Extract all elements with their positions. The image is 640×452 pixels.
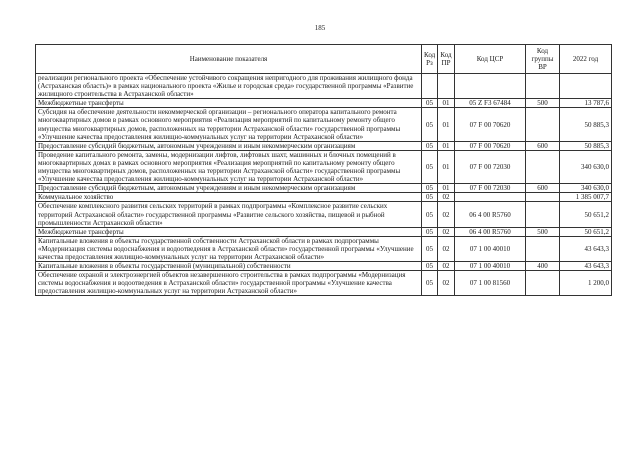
cell-csr: 07 F 00 72030 bbox=[455, 150, 526, 183]
cell-rz bbox=[422, 74, 438, 99]
cell-name: Обеспечение охраной и электроэнергией объектов незавершенного строительства в рамках подпрограммы «Модернизация системы водоснабжения и водоотведения в Астраханской области» государственной программы «Улучшение качества предоставления жилищно-коммунальных услуг на территории Астраханской области» bbox=[36, 271, 422, 296]
cell-sum: 43 643,3 bbox=[560, 236, 612, 261]
cell-name: реализации регионального проекта «Обеспечение устойчивого сокращения непригодного для проживания жилищного фонда (Астраханская область)» в рамках национального проекта «Жилье и городская среда» государственной программы «Развитие жилищного строительства в Астраханской области» bbox=[36, 74, 422, 99]
cell-pr: 02 bbox=[438, 193, 455, 202]
header-name: Наименование показателя bbox=[36, 45, 422, 74]
cell-rz: 05 bbox=[422, 141, 438, 150]
cell-csr: 06 4 00 R5760 bbox=[455, 227, 526, 236]
cell-sum: 50 885,3 bbox=[560, 141, 612, 150]
cell-vr: 400 bbox=[526, 262, 560, 271]
cell-rz: 05 bbox=[422, 108, 438, 141]
cell-csr bbox=[455, 193, 526, 202]
cell-pr: 01 bbox=[438, 141, 455, 150]
cell-vr bbox=[526, 193, 560, 202]
cell-rz: 05 bbox=[422, 99, 438, 108]
cell-csr bbox=[455, 74, 526, 99]
table-row bbox=[36, 184, 612, 193]
cell-rz: 05 bbox=[422, 236, 438, 261]
page-number: 185 bbox=[314, 24, 326, 32]
header-vr: Код группы ВР bbox=[526, 45, 560, 74]
table-row bbox=[36, 236, 612, 261]
table-row bbox=[36, 227, 612, 236]
cell-vr bbox=[526, 236, 560, 261]
cell-csr: 07 F 00 70620 bbox=[455, 141, 526, 150]
cell-pr: 02 bbox=[438, 262, 455, 271]
cell-pr: 02 bbox=[438, 202, 455, 227]
cell-rz: 05 bbox=[422, 193, 438, 202]
cell-name: Предоставление субсидий бюджетным, автономным учреждениям и иным некоммерческим организациям bbox=[36, 184, 422, 193]
cell-name: Межбюджетные трансферты bbox=[36, 227, 422, 236]
cell-pr: 02 bbox=[438, 227, 455, 236]
cell-csr: 07 1 00 40010 bbox=[455, 262, 526, 271]
cell-rz: 05 bbox=[422, 184, 438, 193]
cell-vr bbox=[526, 108, 560, 141]
cell-csr: 06 4 00 R5760 bbox=[455, 202, 526, 227]
header-sum: 2022 год bbox=[560, 45, 612, 74]
budget-table bbox=[35, 44, 612, 296]
cell-sum: 50 885,3 bbox=[560, 108, 612, 141]
cell-csr: 05 Z F3 67484 bbox=[455, 99, 526, 108]
cell-pr: 02 bbox=[438, 271, 455, 296]
cell-pr: 01 bbox=[438, 150, 455, 183]
cell-rz: 05 bbox=[422, 227, 438, 236]
cell-pr: 01 bbox=[438, 184, 455, 193]
cell-name: Межбюджетные трансферты bbox=[36, 99, 422, 108]
cell-sum bbox=[560, 74, 612, 99]
cell-name: Капитальные вложения в объекты государственной (муниципальной) собственности bbox=[36, 262, 422, 271]
header-pr: Код ПР bbox=[438, 45, 455, 74]
table-row bbox=[36, 262, 612, 271]
cell-vr: 600 bbox=[526, 141, 560, 150]
cell-pr bbox=[438, 74, 455, 99]
cell-vr: 500 bbox=[526, 227, 560, 236]
cell-csr: 07 1 00 40010 bbox=[455, 236, 526, 261]
cell-name: Коммунальное хозяйство bbox=[36, 193, 422, 202]
table-row bbox=[36, 99, 612, 108]
header-rz: Код Рз bbox=[422, 45, 438, 74]
cell-vr: 600 bbox=[526, 184, 560, 193]
cell-name: Обеспечение комплексного развития сельских территорий в рамках подпрограммы «Комплексное развитие сельских территорий Астраханской области» государственной программы «Развитие сельского хозяйства, пищевой и рыбной промышленности Астраханской области» bbox=[36, 202, 422, 227]
cell-sum: 43 643,3 bbox=[560, 262, 612, 271]
cell-sum: 340 630,0 bbox=[560, 184, 612, 193]
cell-name: Проведение капитального ремонта, замены, модернизации лифтов, лифтовых шахт, машинных и блочных помещений в многоквартирных домах в рамках основного мероприятия «Реализация мероприятий по капитальному ремонту общего имущества многоквартирных домов, расположенных на территории Астраханской области» государственной программы «Улучшение качества предоставления жилищно-коммунальных услуг на территории Астраханской области» bbox=[36, 150, 422, 183]
table-row bbox=[36, 74, 612, 99]
table-header-row bbox=[36, 45, 612, 74]
cell-csr: 07 F 00 70620 bbox=[455, 108, 526, 141]
cell-pr: 01 bbox=[438, 108, 455, 141]
cell-name: Капитальные вложения в объекты государственной собственности Астраханской области в рамках подпрограммы «Модернизация системы водоснабжения и водоотведения в Астраханской области» государственной программы «Улучшение качества предоставления жилищно-коммунальных услуг на территории Астраханской области» bbox=[36, 236, 422, 261]
cell-sum: 340 630,0 bbox=[560, 150, 612, 183]
table-row bbox=[36, 150, 612, 183]
cell-vr bbox=[526, 202, 560, 227]
cell-name: Предоставление субсидий бюджетным, автономным учреждениям и иным некоммерческим организациям bbox=[36, 141, 422, 150]
cell-sum: 1 200,0 bbox=[560, 271, 612, 296]
cell-rz: 05 bbox=[422, 150, 438, 183]
cell-sum: 50 651,2 bbox=[560, 227, 612, 236]
cell-rz: 05 bbox=[422, 202, 438, 227]
cell-pr: 01 bbox=[438, 99, 455, 108]
cell-vr bbox=[526, 271, 560, 296]
cell-sum: 50 651,2 bbox=[560, 202, 612, 227]
table-row bbox=[36, 108, 612, 141]
cell-sum: 1 385 007,7 bbox=[560, 193, 612, 202]
table-row bbox=[36, 141, 612, 150]
cell-vr bbox=[526, 150, 560, 183]
cell-rz: 05 bbox=[422, 262, 438, 271]
cell-csr: 07 1 00 81560 bbox=[455, 271, 526, 296]
cell-rz: 05 bbox=[422, 271, 438, 296]
table-row bbox=[36, 193, 612, 202]
table-row bbox=[36, 202, 612, 227]
header-csr: Код ЦСР bbox=[455, 45, 526, 74]
cell-vr bbox=[526, 74, 560, 99]
cell-csr: 07 F 00 72030 bbox=[455, 184, 526, 193]
cell-vr: 500 bbox=[526, 99, 560, 108]
cell-pr: 02 bbox=[438, 236, 455, 261]
cell-name: Субсидия на обеспечение деятельности некоммерческой организации – регионального оператора капитального ремонта многоквартирных домов в рамках основного мероприятия «Реализация мероприятий по капитальному ремонту общего имущества многоквартирных домов, расположенных на территории Астраханской области» государственной программы «Улучшение качества предоставления жилищно-коммунальных услуг на территории Астраханской области» bbox=[36, 108, 422, 141]
table-row bbox=[36, 271, 612, 296]
cell-sum: 13 787,6 bbox=[560, 99, 612, 108]
